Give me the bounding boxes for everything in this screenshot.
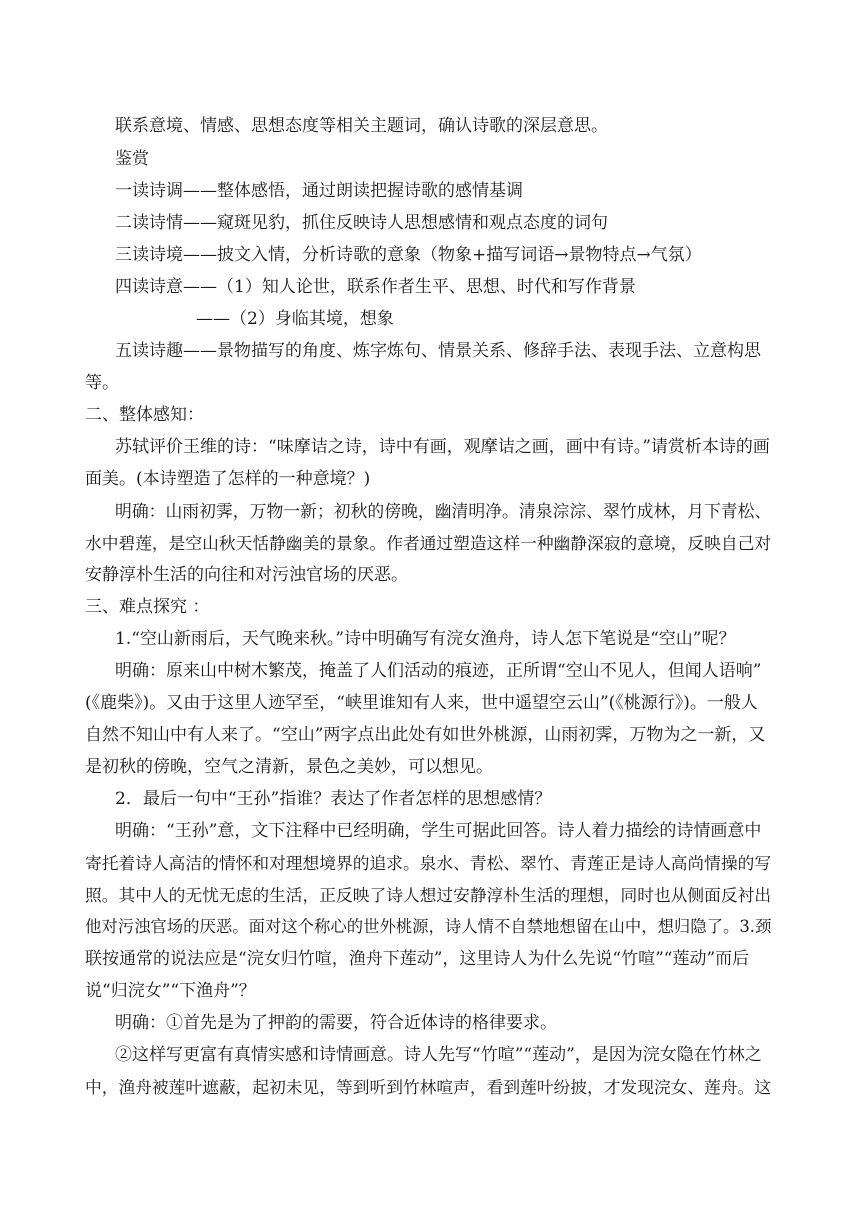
text-line: 四读诗意——（1）知人论世，联系作者生平、思想、时代和写作背景 <box>115 277 636 297</box>
text-line: 联按通常的说法应是“浣女归竹喧，渔舟下莲动”，这里诗人为什么先说“竹喧”“莲动”而后 <box>85 949 750 969</box>
text-line: (《鹿柴》)。又由于这里人迹罕至，“峡里谁知有人来，世中遥望空云山”(《桃源行》)。一般人 <box>85 693 758 713</box>
text-line: 三读诗境——披文入情，分析诗歌的意象（物象+描写词语→景物特点→气氛） <box>115 245 702 265</box>
text-line: 二读诗情——窥斑见豹，抓住反映诗人思想感情和观点态度的词句 <box>115 213 608 233</box>
text-line: 照。其中人的无忧无虑的生活，正反映了诗人想过安静淳朴生活的理想，同时也从侧面反衬出 <box>85 885 772 905</box>
text-line: 水中碧莲，是空山秋天恬静幽美的景象。作者通过塑造这样一种幽静深寂的意境，反映自己对 <box>85 533 772 553</box>
text-line: 寄托着诗人高洁的情怀和对理想境界的追求。泉水、青松、翠竹、青莲正是诗人高尚情操的写 <box>85 853 772 873</box>
text-line: 他对污浊官场的厌恶。面对这个称心的世外桃源，诗人情不自禁地想留在山中，想归隐了。3.颈 <box>85 917 772 936</box>
text-line: 自然不知山中有人来了。“空山”两字点出此处有如世外桃源，山雨初霁，万物为之一新，又 <box>85 725 766 745</box>
text-line: 一读诗调——整体感悟，通过朗读把握诗歌的感情基调 <box>115 181 523 201</box>
question-line: 1.“空山新雨后，天气晚来秋。”诗中明确写有浣女渔舟，诗人怎下笔说是“空山”呢？ <box>115 629 736 649</box>
text-line: 明确：①首先是为了押韵的需要，符合近体诗的格律要求。 <box>115 1013 557 1033</box>
text-line: 安静淳朴生活的向往和对污浊官场的厌恶。 <box>85 565 408 585</box>
text-line: 明确：“王孙”意，文下注释中已经明确，学生可据此回答。诗人着力描绘的诗情画意中 <box>115 821 762 841</box>
text-line: 说“归浣女”“下渔舟”？ <box>85 981 256 1001</box>
text-line: 联系意境、情感、思想态度等相关主题词，确认诗歌的深层意思。 <box>115 116 608 136</box>
text-line: 面美。(本诗塑造了怎样的一种意境？) <box>85 469 371 489</box>
text-line: ——（2）身临其境，想象 <box>196 309 394 329</box>
text-line: ②这样写更富有真情实感和诗情画意。诗人先写“竹喧”“莲动”，是因为浣女隐在竹林之 <box>115 1045 762 1065</box>
section-heading: 三、难点探究 ： <box>85 597 210 617</box>
text-line: 等。 <box>85 373 119 393</box>
text-line: 中，渔舟被莲叶遮蔽，起初未见，等到听到竹林喧声，看到莲叶纷披，才发现浣女、莲舟。这 <box>85 1077 772 1097</box>
section-heading: 鉴赏 <box>115 149 149 169</box>
text-line: 五读诗趣——景物描写的角度、炼字炼句、情景关系、修辞手法、表现手法、立意构思 <box>115 341 761 361</box>
section-heading: 二、整体感知： <box>85 405 204 425</box>
question-line: 2．最后一句中“王孙”指谁？表达了作者怎样的思想感情？ <box>115 789 552 809</box>
text-line: 苏轼评价王维的诗：“味摩诘之诗，诗中有画，观摩诘之画，画中有诗。”请赏析本诗的画 <box>115 437 770 457</box>
text-line: 明确：山雨初霁，万物一新；初秋的傍晚，幽清明净。清泉淙淙、翠竹成林，月下青松、 <box>115 501 772 521</box>
text-line: 明确：原来山中树木繁茂，掩盖了人们活动的痕迹，正所谓“空山不见人，但闻人语响” <box>115 661 762 681</box>
text-line: 是初秋的傍晚，空气之清新，景色之美妙，可以想见。 <box>85 757 493 777</box>
